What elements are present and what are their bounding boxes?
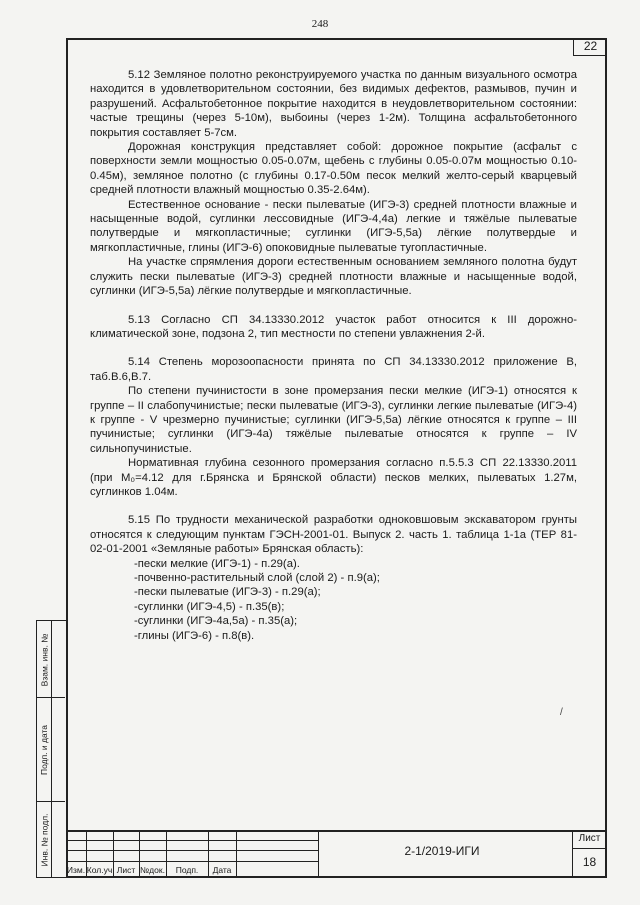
paragraph: Дорожная конструкция представляет собой: дорожное покрытие (асфальт с поверхности земли мощностью 0.05-0.07м, щебень с глубины 0.05-0.07м мощностью 0.10-0.45м), земляное полотно (с глубины 0.17-0.50м песок мелкий желто-серый кварцевый средней плотности влажный мощностью 0.35-2.64м). (90, 141, 577, 197)
paragraph-gap (90, 341, 577, 355)
side-label-vzam: Взам. инв. № (39, 633, 50, 686)
paragraph: 5.15 По трудности механической разработки одноковшовым экскаватором грунты относятся к следующим пунктам ГЭСН-2001-01. Выпуск 2. часть 1. таблица 1-1а (ТЕР 81-02-01-2001 «Земляные работы» Брянская область): (90, 514, 577, 556)
list-item: -суглинки (ИГЭ-4,5) - п.35(в); (134, 600, 285, 613)
list-item: -пески мелкие (ИГЭ-1) - п.29(а). (134, 557, 300, 570)
header-no-dok: №док. (140, 865, 165, 875)
side-stamp (36, 620, 66, 878)
paragraph: 5.12 Земляное полотно реконструируемого участка по данным визуального осмотра находится в удовлетворительном состоянии, без видимых дефектов, размывов, пучин и разрушений. Асфальтобетонное покрытие находится в неудовлетворительном состоянии: частые трещины (через 5-10м), выбоины (через 1-2м). Толщина асфальтобетонного покрытия составляет 5-7см. (90, 69, 577, 139)
paragraph: По степени пучинистости в зоне промерзания пески мелкие (ИГЭ-1) относятся к группе – II слабопучинистые; пески пылеватые (ИГЭ-3), суглинки легкие пылеватые (ИГЭ-4) к группе - V чрезмерно пучинистые; суглинки (ИГЭ-5,5а) лёгкие относятся к группе – III пучинистые; суглинки (ИГЭ-4а) тяжёлые пылеватые относятся к группе – IV сильнопучинистые. (90, 385, 577, 455)
header-data: Дата (212, 865, 232, 875)
list-item: -пески пылеватые (ИГЭ-3) - п.29(а); (134, 586, 321, 599)
list-item: -почвенно-растительный слой (слой 2) - п.9(а); (134, 572, 380, 584)
top-page-number: 248 (311, 18, 329, 30)
paragraph-gap (90, 499, 577, 513)
side-label-podp: Подп. и дата (39, 724, 50, 776)
paragraph: 5.13 Согласно СП 34.13330.2012 участок работ относится к III дорожно-климатической зоне, подзона 2, тип местности по степени увлажнения 2-й. (90, 313, 577, 340)
margin-mark: / (560, 707, 563, 718)
side-cell-inv (37, 802, 65, 877)
paragraph: 5.14 Степень морозоопасности принята по СП 34.13330.2012 приложение В, таб.В.6,В.7. (90, 356, 577, 383)
document-body (90, 68, 577, 643)
paragraph: На участке спрямления дороги естественным основанием земляного полотна будут служить пески пылеватые (ИГЭ-3) средней плотности влажные и насыщенные водой, суглинки (ИГЭ-5,5а) лёгкие полутвердые и мягкопластичные. (90, 256, 577, 298)
paragraph: Естественное основание - пески пылеватые (ИГЭ-3) средней плотности влажные и насыщенные водой, суглинки лессовидные (ИГЭ-4,4а) легкие и тяжёлые пылеватые полутвердые и мягкопластичные; суглинки (ИГЭ-5,5а) лёгкие полутвердые и мягкопластичные, глины (ИГЭ-6) опоковидные пылеватые тугопластичные. (90, 198, 577, 254)
sheet-label: Лист (578, 833, 601, 844)
paragraph: Нормативная глубина сезонного промерзания согласно п.5.5.3 СП 22.13330.2011 (при M₀=4.12 для г.Брянска и Брянской области) песков мелких, пылеватых 1.27м, суглинков 1.04м. (90, 457, 577, 498)
corner-number-box: 22 (573, 38, 607, 56)
header-kol-uch: Кол.уч (86, 865, 113, 875)
header-list: Лист (116, 865, 136, 875)
document-code: 2-1/2019-ИГИ (404, 844, 480, 858)
side-cell-podp (37, 698, 65, 802)
side-cell-vzam (37, 621, 65, 698)
title-block (66, 830, 607, 878)
sheet-number: 18 (582, 855, 597, 869)
list-item: -глины (ИГЭ-6) - п.8(в). (134, 629, 255, 642)
paragraph-gap (90, 299, 577, 313)
list-item: -суглинки (ИГЭ-4а,5а) - п.35(а); (134, 615, 298, 628)
header-podp: Подп. (175, 865, 199, 875)
side-label-inv: Инв. № подл. (39, 813, 50, 866)
header-izm: Изм. (66, 865, 86, 875)
